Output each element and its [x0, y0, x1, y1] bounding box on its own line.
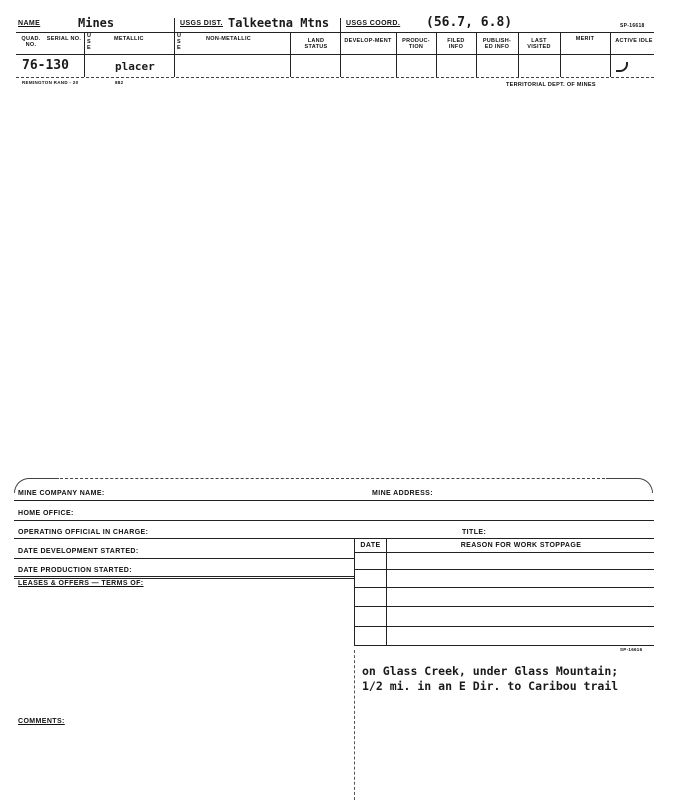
check-mark [616, 62, 628, 72]
table-rule [354, 606, 654, 607]
col-filed-info: FILED INFO [447, 38, 465, 51]
col-use-1: USE [87, 33, 92, 52]
name-value: Mines [78, 16, 115, 30]
footer-right: TERRITORIAL DEPT. OF MINES [506, 82, 596, 88]
table-rule [354, 552, 654, 553]
header-rule [16, 32, 654, 33]
card-edge [50, 478, 610, 479]
column-header-rule [16, 54, 654, 55]
rule [14, 520, 654, 521]
date-production-label: DATE PRODUCTION STARTED: [18, 567, 132, 574]
table-rule [354, 645, 654, 646]
col-active-idle: ACTIVE IDLE [615, 38, 653, 44]
col-production: PRODUC-TION [402, 38, 430, 51]
footer-left: REMINGTON RAND - 20 [22, 80, 79, 85]
leases-label: LEASES & OFFERS — TERMS OF: [18, 580, 144, 587]
col-last-visited: LAST VISITED [527, 38, 551, 51]
rule [14, 576, 354, 577]
col-quad-no: QUAD. NO. [21, 36, 41, 49]
rule [14, 500, 654, 501]
comments-label: COMMENTS: [18, 718, 65, 725]
table-rule [354, 587, 654, 588]
col-sep [560, 32, 561, 77]
table-rule [354, 569, 654, 570]
typed-note-line-1: on Glass Creek, under Glass Mountain; [362, 664, 619, 678]
col-sep [518, 32, 519, 77]
col-use-2: USE [177, 33, 182, 52]
col-development: DEVELOP-MENT [344, 38, 392, 44]
rule [14, 578, 354, 579]
mine-address-label: MINE ADDRESS: [372, 490, 433, 497]
title-label: TITLE: [462, 529, 487, 536]
table-rule [354, 626, 654, 627]
usgs-coord-label: USGS COORD. [346, 20, 401, 27]
rule [14, 558, 354, 559]
usgs-coord-value: (56.7, 6.8) [426, 15, 513, 30]
col-merit: MERIT [575, 36, 595, 42]
col-sep [84, 32, 85, 77]
card-edge-right-curve [606, 478, 653, 493]
col-sep [476, 32, 477, 77]
operating-official-label: OPERATING OFFICIAL IN CHARGE: [18, 529, 149, 536]
home-office-label: HOME OFFICE: [18, 510, 74, 517]
date-development-label: DATE DEVELOPMENT STARTED: [18, 548, 139, 555]
col-sep [340, 18, 341, 77]
stoppage-reason-header: REASON FOR WORK STOPPAGE [460, 542, 582, 549]
stoppage-date-header: DATE [360, 542, 381, 549]
form-code-bottom: SP-16616 [620, 647, 643, 652]
col-sep [174, 18, 175, 77]
mine-company-name-label: MINE COMPANY NAME: [18, 490, 105, 497]
col-serial-no: SERIAL NO. [46, 36, 82, 42]
col-non-metallic: NON-METALLIC [206, 36, 252, 42]
typed-note-line-2: 1/2 mi. in an E Dir. to Caribou trail [362, 679, 619, 693]
rule [14, 538, 654, 539]
top-card [0, 0, 678, 100]
col-sep [610, 32, 611, 77]
col-metallic: METALLIC [114, 36, 144, 42]
table-left-border [354, 538, 355, 646]
row-bottom-rule [16, 77, 654, 78]
col-land-status: LAND STATUS [304, 38, 328, 51]
col-published-info: PUBLISH-ED INFO [482, 38, 512, 51]
bottom-card [0, 470, 678, 805]
name-label: NAME [18, 20, 41, 27]
usgs-dist-label: USGS DIST. [180, 20, 223, 27]
col-sep [396, 32, 397, 77]
table-date-sep [386, 538, 387, 646]
vertical-divider [354, 650, 355, 800]
col-sep [290, 32, 291, 77]
metallic-value: placer [115, 60, 155, 73]
footer-left-code: 882 [115, 80, 124, 85]
form-code-top: SP-16618 [620, 23, 645, 29]
quad-serial-value: 76-130 [22, 58, 69, 73]
col-sep [436, 32, 437, 77]
usgs-dist-value: Talkeetna Mtns [228, 16, 330, 30]
